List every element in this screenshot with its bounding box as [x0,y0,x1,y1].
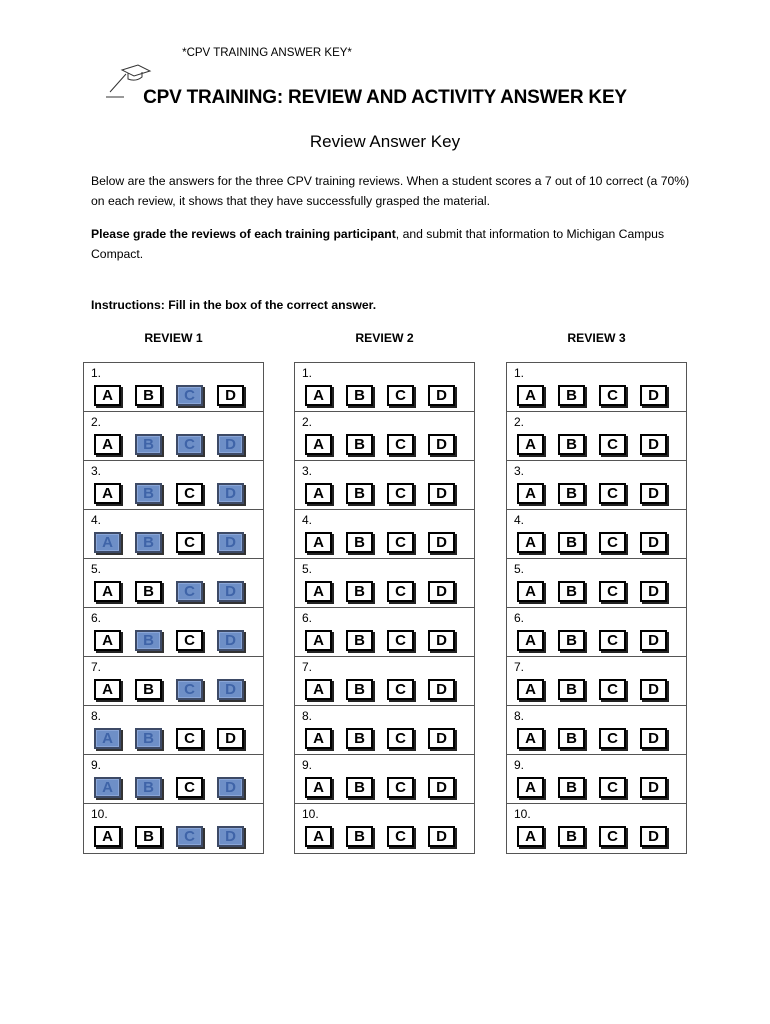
answer-options [94,483,244,504]
answer-box-b[interactable]: B [135,532,162,553]
answer-box-a[interactable]: A [94,581,121,602]
answer-box-b[interactable]: B [346,581,373,602]
page-subtitle: Review Answer Key [309,132,461,151]
answer-box-c[interactable]: C [387,581,414,602]
question-number: 4. [91,513,102,527]
question-number: 6. [91,611,102,625]
header-note: *CPV TRAINING ANSWER KEY* [182,47,352,59]
question-number: 2. [514,415,525,429]
answer-box-c[interactable]: C [176,826,203,847]
answer-box-b[interactable]: B [558,532,585,553]
review-3-title: REVIEW 3 [567,331,626,345]
question-row [507,510,686,559]
answer-box-a[interactable]: A [517,581,544,602]
question-row [84,412,263,461]
answer-box-d[interactable]: D [217,728,244,749]
question-row [84,608,263,657]
instructions: Instructions: Fill in the box of the correct answer. [91,298,377,312]
question-row [295,755,474,804]
answer-box-c[interactable]: C [599,777,626,798]
question-row [295,510,474,559]
answer-box-c[interactable]: C [387,434,414,455]
answer-box-a[interactable]: A [517,679,544,700]
question-number: 9. [302,758,313,772]
answer-box-c[interactable]: C [176,679,203,700]
answer-options [517,728,667,749]
question-number: 5. [514,562,525,576]
answer-options [305,679,455,700]
question-row [295,363,474,412]
answer-box-b[interactable]: B [558,434,585,455]
answer-box-a[interactable]: A [305,679,332,700]
question-number: 10. [91,807,108,821]
question-row [507,559,686,608]
answer-box-c[interactable]: C [599,434,626,455]
answer-options [517,630,667,651]
answer-box-a[interactable]: A [94,385,121,406]
answer-box-a[interactable]: A [517,434,544,455]
answer-box-d[interactable]: D [640,581,667,602]
answer-box-c[interactable]: C [176,385,203,406]
answer-box-b[interactable]: B [558,483,585,504]
answer-options [305,434,455,455]
answer-box-c[interactable]: C [176,728,203,749]
answer-box-b[interactable]: B [558,777,585,798]
review-1-grid [83,362,264,854]
answer-box-b[interactable]: B [558,728,585,749]
question-number: 7. [514,660,525,674]
answer-box-b[interactable]: B [558,679,585,700]
answer-box-a[interactable]: A [517,630,544,651]
question-number: 5. [302,562,313,576]
answer-box-c[interactable]: C [387,777,414,798]
review-2-grid [294,362,475,854]
question-number: 8. [514,709,525,723]
answer-box-a[interactable]: A [305,826,332,847]
answer-box-a[interactable]: A [94,630,121,651]
answer-options [517,385,667,406]
answer-options [517,777,667,798]
answer-box-b[interactable]: B [346,777,373,798]
question-row [507,706,686,755]
answer-options [94,434,244,455]
answer-box-b[interactable]: B [346,434,373,455]
answer-options [94,777,244,798]
answer-box-b[interactable]: B [135,385,162,406]
question-row [507,412,686,461]
answer-box-d[interactable]: D [428,679,455,700]
answer-box-c[interactable]: C [176,532,203,553]
grading-text: , and submit that information to Michigan Campus Compact. [91,227,665,261]
answer-options [94,581,244,602]
question-row [295,412,474,461]
answer-box-d[interactable]: D [640,826,667,847]
answer-box-d[interactable]: D [217,434,244,455]
question-row [84,755,263,804]
answer-box-a[interactable]: A [517,826,544,847]
question-row [295,608,474,657]
question-row [507,608,686,657]
question-row [84,657,263,706]
answer-box-b[interactable]: B [346,679,373,700]
answer-box-d[interactable]: D [217,532,244,553]
answer-box-d[interactable]: D [428,581,455,602]
answer-box-a[interactable]: A [305,483,332,504]
answer-options [305,581,455,602]
answer-box-d[interactable]: D [640,483,667,504]
question-number: 8. [302,709,313,723]
answer-box-c[interactable]: C [599,532,626,553]
answer-box-a[interactable]: A [94,728,121,749]
answer-box-b[interactable]: B [135,679,162,700]
answer-box-b[interactable]: B [558,630,585,651]
answer-box-d[interactable]: D [640,679,667,700]
intro-paragraph: Below are the answers for the three CPV training reviews. When a student scores a 7 out of 10 correct (a 70%) on each review, it shows that they have successfully grasped the material. [91,174,690,208]
answer-box-c[interactable]: C [387,630,414,651]
answer-options [94,385,244,406]
answer-box-d[interactable]: D [217,679,244,700]
answer-box-b[interactable]: B [558,826,585,847]
answer-box-d[interactable]: D [640,630,667,651]
question-row [295,461,474,510]
review-3-grid [506,362,687,854]
answer-box-c[interactable]: C [599,826,626,847]
answer-box-b[interactable]: B [135,826,162,847]
question-number: 7. [91,660,102,674]
answer-box-d[interactable]: D [428,434,455,455]
answer-box-c[interactable]: C [387,728,414,749]
answer-box-d[interactable]: D [428,728,455,749]
review-1-title: REVIEW 1 [144,331,203,345]
answer-box-a[interactable]: A [517,777,544,798]
answer-options [94,532,244,553]
question-number: 2. [302,415,313,429]
answer-options [517,532,667,553]
answer-box-d[interactable]: D [640,532,667,553]
question-row [295,657,474,706]
answer-box-d[interactable]: D [428,630,455,651]
answer-box-a[interactable]: A [94,483,121,504]
answer-box-a[interactable]: A [517,385,544,406]
question-number: 3. [514,464,525,478]
answer-box-b[interactable]: B [346,826,373,847]
question-row [295,706,474,755]
answer-box-d[interactable]: D [640,434,667,455]
answer-box-d[interactable]: D [428,826,455,847]
answer-box-a[interactable]: A [94,826,121,847]
answer-box-b[interactable]: B [558,385,585,406]
answer-box-b[interactable]: B [135,434,162,455]
question-row [84,559,263,608]
answer-box-c[interactable]: C [599,630,626,651]
answer-box-d[interactable]: D [217,630,244,651]
answer-box-b[interactable]: B [135,630,162,651]
answer-box-c[interactable]: C [599,385,626,406]
review-2-title: REVIEW 2 [355,331,414,345]
answer-box-c[interactable]: C [176,777,203,798]
question-number: 8. [91,709,102,723]
answer-box-d[interactable]: D [640,728,667,749]
answer-box-c[interactable]: C [176,581,203,602]
question-number: 4. [302,513,313,527]
answer-options [305,826,455,847]
answer-box-d[interactable]: D [217,483,244,504]
question-row [507,461,686,510]
answer-box-d[interactable]: D [428,777,455,798]
answer-box-a[interactable]: A [305,434,332,455]
answer-options [305,532,455,553]
question-number: 7. [302,660,313,674]
answer-options [305,630,455,651]
answer-box-b[interactable]: B [346,532,373,553]
question-row [84,804,263,853]
answer-box-b[interactable]: B [135,581,162,602]
answer-box-a[interactable]: A [94,532,121,553]
answer-box-c[interactable]: C [599,483,626,504]
answer-box-a[interactable]: A [94,777,121,798]
answer-options [517,826,667,847]
answer-options [305,483,455,504]
question-row [295,804,474,853]
answer-box-c[interactable]: C [387,483,414,504]
answer-box-a[interactable]: A [517,728,544,749]
question-number: 9. [514,758,525,772]
answer-box-a[interactable]: A [94,434,121,455]
answer-box-d[interactable]: D [640,385,667,406]
question-number: 6. [302,611,313,625]
question-number: 9. [91,758,102,772]
answer-box-d[interactable]: D [217,777,244,798]
question-number: 10. [514,807,531,821]
answer-box-c[interactable]: C [599,728,626,749]
answer-box-a[interactable]: A [94,679,121,700]
answer-options [94,728,244,749]
answer-box-c[interactable]: C [387,826,414,847]
answer-options [94,630,244,651]
answer-box-d[interactable]: D [217,385,244,406]
answer-box-a[interactable]: A [305,777,332,798]
answer-options [305,385,455,406]
question-row [507,363,686,412]
answer-box-d[interactable]: D [640,777,667,798]
answer-box-b[interactable]: B [346,385,373,406]
question-row [84,363,263,412]
answer-box-c[interactable]: C [387,385,414,406]
question-row [507,804,686,853]
answer-box-b[interactable]: B [135,483,162,504]
page-title: CPV TRAINING: REVIEW AND ACTIVITY ANSWER KEY [143,87,627,108]
question-number: 10. [302,807,319,821]
answer-box-b[interactable]: B [346,728,373,749]
answer-box-d[interactable]: D [428,483,455,504]
question-row [84,706,263,755]
answer-options [305,728,455,749]
answer-box-c[interactable]: C [387,679,414,700]
question-number: 5. [91,562,102,576]
question-row [507,657,686,706]
answer-options [94,679,244,700]
question-row [295,559,474,608]
answer-box-b[interactable]: B [346,630,373,651]
answer-box-c[interactable]: C [599,581,626,602]
question-number: 6. [514,611,525,625]
answer-box-b[interactable]: B [346,483,373,504]
grading-paragraph [91,224,691,264]
grading-emphasis: Please grade the reviews of each training participant [91,227,396,241]
answer-box-a[interactable]: A [305,385,332,406]
question-number: 1. [302,366,313,380]
answer-options [517,483,667,504]
question-number: 3. [91,464,102,478]
answer-box-a[interactable]: A [305,630,332,651]
answer-box-b[interactable]: B [558,581,585,602]
question-row [507,755,686,804]
answer-box-c[interactable]: C [387,532,414,553]
answer-box-d[interactable]: D [428,385,455,406]
answer-box-a[interactable]: A [305,728,332,749]
answer-box-a[interactable]: A [305,581,332,602]
answer-box-c[interactable]: C [176,483,203,504]
answer-box-d[interactable]: D [428,532,455,553]
answer-box-d[interactable]: D [217,826,244,847]
answer-box-d[interactable]: D [217,581,244,602]
question-number: 1. [91,366,102,380]
question-number: 2. [91,415,102,429]
answer-options [94,826,244,847]
question-number: 1. [514,366,525,380]
answer-box-a[interactable]: A [517,532,544,553]
answer-options [305,777,455,798]
answer-box-c[interactable]: C [176,434,203,455]
answer-options [517,679,667,700]
answer-box-b[interactable]: B [135,777,162,798]
question-row [84,510,263,559]
answer-box-c[interactable]: C [176,630,203,651]
answer-options [517,434,667,455]
question-row [84,461,263,510]
answer-options [517,581,667,602]
answer-box-c[interactable]: C [599,679,626,700]
answer-box-b[interactable]: B [135,728,162,749]
answer-box-a[interactable]: A [517,483,544,504]
question-number: 3. [302,464,313,478]
question-number: 4. [514,513,525,527]
answer-box-a[interactable]: A [305,532,332,553]
